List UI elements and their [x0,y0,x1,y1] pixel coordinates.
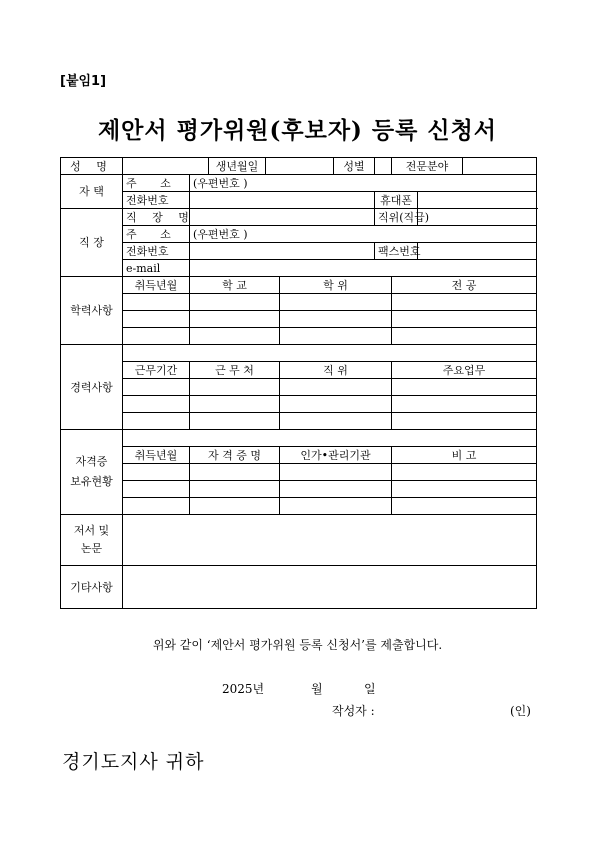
table-row [61,481,537,498]
license-header-date: 취득년월 [123,447,190,464]
table-cell[interactable] [280,413,392,430]
birth-date-label: 생년월일 [209,158,266,175]
home-address-field[interactable]: (우편번호 ) [190,175,537,192]
mobile-field[interactable] [418,192,537,209]
table-cell[interactable] [190,481,280,498]
table-cell[interactable] [123,464,190,481]
table-cell[interactable] [123,481,190,498]
others-field[interactable] [123,566,537,609]
publications-label-line2: 논문 [80,542,103,555]
job-position-field[interactable] [418,209,537,226]
education-header-row [61,277,537,294]
table-cell[interactable] [280,498,392,515]
work-phone-label: 전화번호 [123,243,190,260]
publications-label-line1: 저서 및 [73,524,110,537]
publications-field[interactable] [123,515,537,566]
career-spacer-row [61,345,537,362]
license-header-remarks: 비 고 [392,447,537,464]
career-header-duties: 주요업무 [392,362,537,379]
license-header-name: 자 격 증 명 [190,447,280,464]
table-cell[interactable] [190,294,280,311]
name-field[interactable] [123,158,209,175]
fax-label: 팩스번호 [375,243,418,260]
table-row [61,379,537,396]
table-cell[interactable] [392,328,537,345]
table-row [61,311,537,328]
home-address-row [61,175,537,192]
license-label-line2: 보유현황 [70,475,113,488]
table-row [61,464,537,481]
date-year: 2025년 [222,682,265,696]
date-day: 일 [364,682,376,696]
education-header-date: 취득년월 [123,277,190,294]
personal-info-row [61,158,537,175]
table-cell[interactable] [392,464,537,481]
education-header-degree: 학 위 [280,277,392,294]
publications-section-label [61,515,123,566]
table-cell[interactable] [190,498,280,515]
table-cell[interactable] [190,413,280,430]
table-cell[interactable] [123,498,190,515]
table-cell[interactable] [123,311,190,328]
gender-field[interactable] [375,158,392,175]
license-header-authority: 인가•관리기관 [280,447,392,464]
name-label: 성 명 [61,158,123,175]
registration-form-table [60,157,537,609]
job-position-label: 직위(직급) [375,209,418,226]
table-cell[interactable] [392,481,537,498]
license-spacer-row [61,430,537,447]
table-cell[interactable] [392,498,537,515]
table-cell[interactable] [190,379,280,396]
document-title: 제안서 평가위원(후보자) 등록 신청서 [97,117,498,144]
table-row [61,328,537,345]
education-header-school: 학 교 [190,277,280,294]
home-section-label: 자 택 [61,175,123,209]
specialty-label: 전문분야 [392,158,463,175]
home-address-label: 주 소 [123,175,190,192]
email-field[interactable] [190,260,537,277]
career-header-period: 근무기간 [123,362,190,379]
table-cell[interactable] [280,328,392,345]
education-section-label: 학력사항 [61,277,123,345]
table-cell[interactable] [280,379,392,396]
table-cell[interactable] [123,294,190,311]
table-cell[interactable] [123,396,190,413]
license-section-label [61,430,123,515]
table-cell[interactable] [190,464,280,481]
table-cell[interactable] [280,311,392,328]
email-label: e-mail [123,260,190,277]
license-label-line1: 자격증 [75,455,108,468]
license-header-row [61,447,537,464]
table-cell[interactable] [392,311,537,328]
mobile-label: 휴대폰 [375,192,418,209]
home-phone-field[interactable] [190,192,375,209]
career-header-position: 직 위 [280,362,392,379]
seal-mark: (인) [510,704,531,718]
license-spacer [123,430,537,447]
table-cell[interactable] [392,379,537,396]
work-phone-field[interactable] [190,243,375,260]
table-cell[interactable] [392,396,537,413]
table-cell[interactable] [123,328,190,345]
table-cell[interactable] [190,311,280,328]
date-month: 월 [311,682,323,696]
home-phone-label: 전화번호 [123,192,190,209]
others-section-label: 기타사항 [61,566,123,609]
birth-date-field[interactable] [266,158,334,175]
table-cell[interactable] [392,294,537,311]
table-cell[interactable] [392,413,537,430]
work-address-field[interactable]: (우편번호 ) [190,226,537,243]
work-phone-row [61,243,537,260]
table-cell[interactable] [123,379,190,396]
work-email-row [61,260,537,277]
specialty-field[interactable] [463,158,537,175]
work-section-label: 직 장 [61,209,123,277]
table-cell[interactable] [123,413,190,430]
table-row [61,294,537,311]
publications-row [61,515,537,566]
table-cell[interactable] [190,328,280,345]
career-section-label: 경력사항 [61,345,123,430]
table-cell[interactable] [190,396,280,413]
gender-label: 성별 [334,158,375,175]
attachment-label: [붙임1] [60,74,107,89]
company-name-field[interactable] [190,209,375,226]
work-address-row [61,226,537,243]
others-row [61,566,537,609]
submission-statement: 위와 같이 ‘제안서 평가위원 등록 신청서’를 제출합니다. [152,638,443,652]
table-cell[interactable] [280,481,392,498]
company-name-label: 직 장 명 [123,209,190,226]
home-phone-row [61,192,537,209]
table-cell[interactable] [280,396,392,413]
writer-label: 작성자 : [332,704,375,718]
addressee: 경기도지사 귀하 [62,751,205,773]
table-row [61,396,537,413]
work-address-label: 주 소 [123,226,190,243]
education-header-major: 전 공 [392,277,537,294]
career-spacer [123,345,537,362]
career-header-row [61,362,537,379]
career-header-workplace: 근 무 처 [190,362,280,379]
table-cell[interactable] [280,464,392,481]
work-company-row [61,209,537,226]
table-row [61,413,537,430]
fax-field[interactable] [418,243,537,260]
table-row [61,498,537,515]
table-cell[interactable] [280,294,392,311]
